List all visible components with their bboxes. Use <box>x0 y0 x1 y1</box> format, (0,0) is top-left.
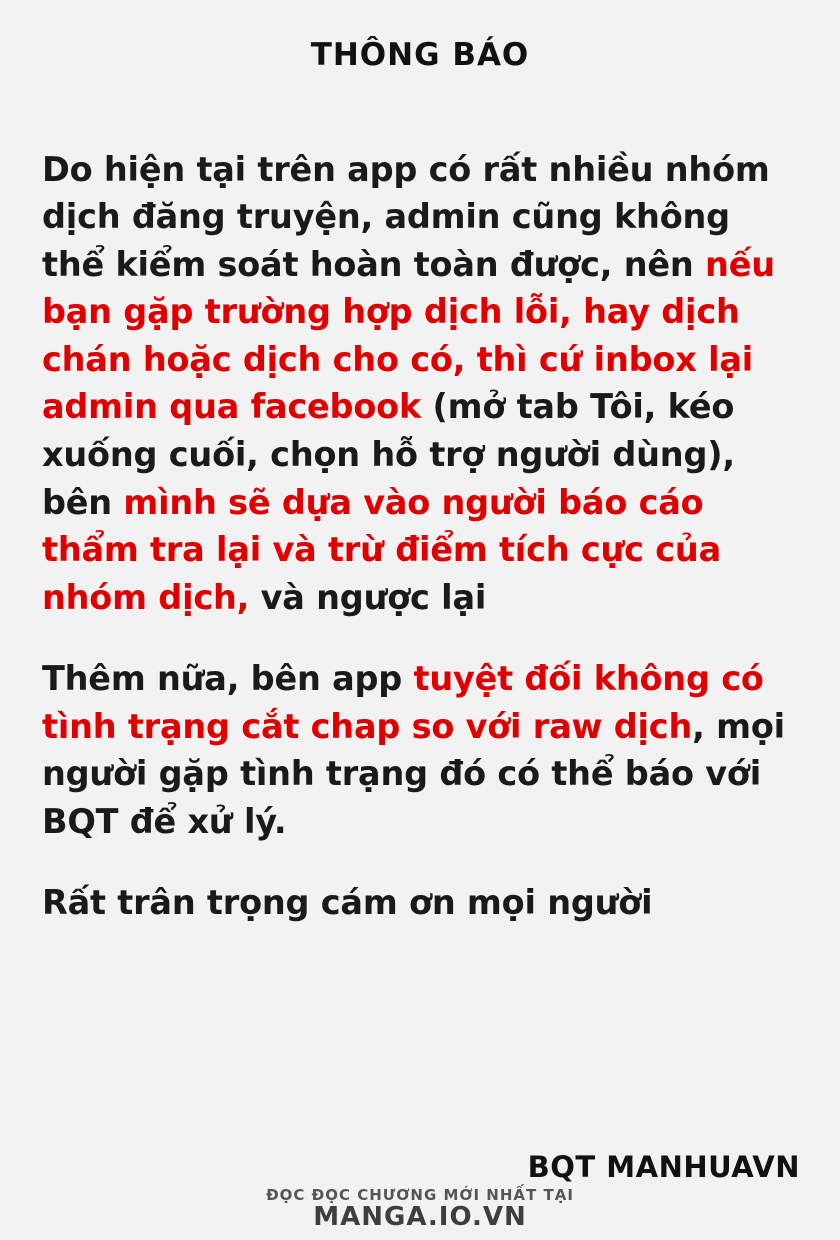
highlighted-text: tuyệt đối không có tình trạng cắt chap so với raw dịch <box>42 659 764 746</box>
body-text-run: , mọi người gặp tình trạng đó có thể báo với BQT để xử lý. <box>42 706 785 841</box>
signature: BQT MANHUAVN <box>527 1150 800 1184</box>
paragraph-1 <box>42 146 798 622</box>
watermark-line-2: MANGA.IO.VN <box>313 1202 527 1233</box>
page-title: THÔNG BÁO <box>310 37 530 73</box>
paragraph-3 <box>42 879 798 927</box>
body-text-run: Rất trân trọng cám ơn mọi người <box>42 883 653 923</box>
body-text-run: Thêm nữa, bên app <box>42 659 414 699</box>
body-text-run: Do hiện tại trên app có rất nhiều nhóm dịch đăng truyện, admin cũng không thể kiểm soát hoàn toàn được, nên <box>42 149 770 284</box>
highlighted-text: mình sẽ dựa vào người báo cáo thẩm tra lại và trừ điểm tích cực của nhóm dịch, <box>42 482 721 617</box>
announcement-body <box>42 72 798 927</box>
highlighted-text: nếu bạn gặp trường hợp dịch lỗi, hay dịch chán hoặc dịch cho có, thì cứ inbox lại admin qua facebook <box>42 244 775 427</box>
watermark-line-1: ĐỌC ĐỌC CHƯƠNG MỚI NHẤT TẠI <box>266 1185 574 1204</box>
body-text-run: (mở tab Tôi, kéo xuống cuối, chọn hỗ trợ người dùng), bên <box>42 387 735 522</box>
paragraph-2 <box>42 655 798 845</box>
body-text-run: và ngược lại <box>249 577 487 617</box>
watermark <box>0 1187 840 1232</box>
